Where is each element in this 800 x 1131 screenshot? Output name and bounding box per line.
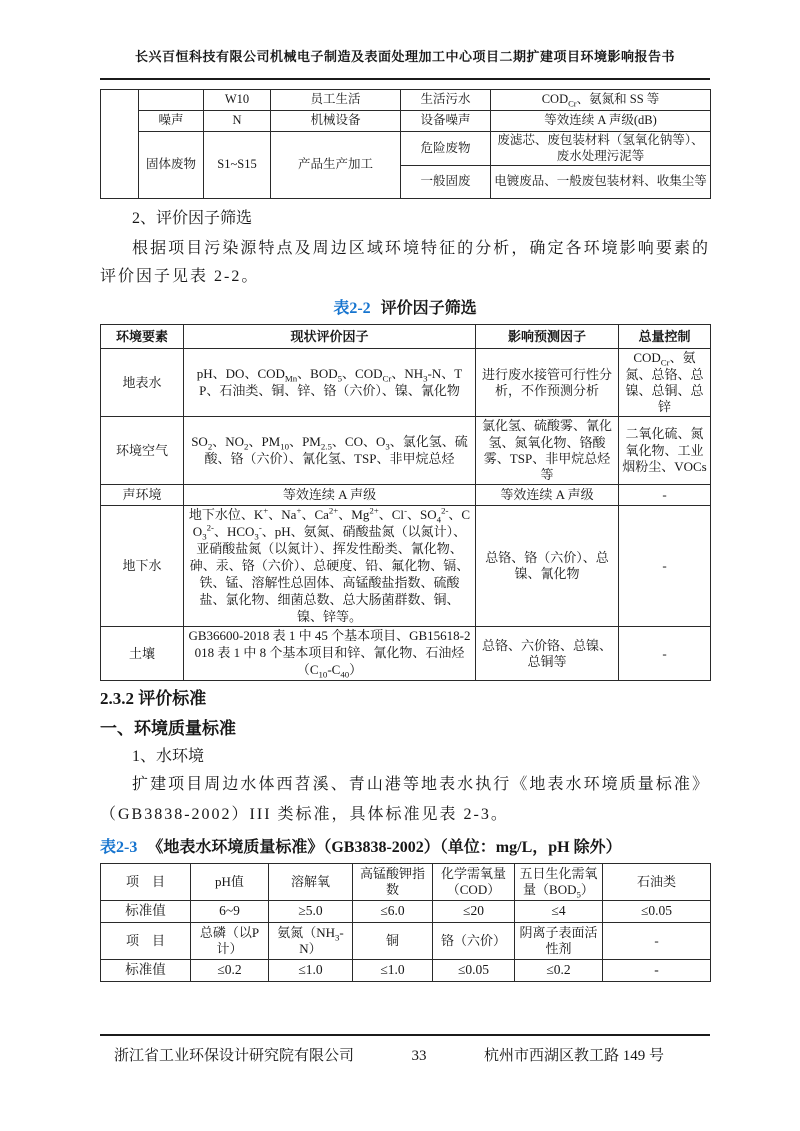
table-cell: ≤20 (433, 901, 515, 923)
column-header: 铬（六价） (433, 923, 515, 960)
footer-page-number: 33 (411, 1048, 427, 1064)
table-cell: - (603, 960, 711, 982)
table-cell: GB36600-2018 表 1 中 45 个基本项目、GB15618-2018 表 1 中 8 个基本项目和锌、氰化物、石油烃$(C_{10}-C_{40})$ (184, 627, 476, 681)
table-cell-continuation (101, 90, 139, 199)
footer-address: 杭州市西湖区教工路 149 号 (483, 1048, 664, 1064)
document-header-title: 长兴百恒科技有限公司机械电子制造及表面处理加工中心项目二期扩建项目环境影响报告书 (134, 49, 675, 64)
table-cell: 土壤 (101, 627, 184, 681)
table-cell: ≤0.05 (603, 901, 711, 923)
table23-caption (100, 837, 710, 859)
heading-water-env: 1、水环境 (132, 748, 205, 766)
table-cell: ≤0.2 (191, 960, 269, 982)
column-header: 总磷（以P计） (191, 923, 269, 960)
table-cell: $COD_{Cr}$、氨氮、总铬、总镍、总铜、总锌 (619, 349, 711, 417)
column-header: pH值 (191, 864, 269, 901)
page-footer (100, 1034, 710, 1065)
table-cell: 固体废物 (139, 132, 204, 199)
column-header: 溶解氧 (269, 864, 353, 901)
table-cell: 机械设备 (271, 111, 401, 132)
table23-caption-tag: 表2-3 (100, 839, 138, 857)
table-cell: 声环境 (101, 485, 184, 506)
table-cell: - (619, 485, 711, 506)
table-cell (139, 90, 204, 111)
table-cell: - (619, 506, 711, 627)
footer-company: 浙江省工业环保设计研究院有限公司 (114, 1048, 355, 1064)
column-header: 五日生化需氧量$(BOD_5)$ (515, 864, 603, 901)
table-cell: ≤1.0 (269, 960, 353, 982)
heading-232: 2.3.2 评价标准 (100, 689, 207, 709)
column-header: 环境要素 (101, 325, 184, 349)
table-cell: 噪声 (139, 111, 204, 132)
column-header: 总量控制 (619, 325, 711, 349)
table-cell: 等效连续 A 声级 (184, 485, 476, 506)
table-cell: ≤4 (515, 901, 603, 923)
heading-env-quality: 一、环境质量标准 (100, 719, 236, 739)
table-cell: ≤0.2 (515, 960, 603, 982)
table-cell: 氯化氢、硫酸雾、氰化氢、氮氧化物、铬酸雾、TSP、非甲烷总烃等 (476, 417, 619, 485)
table-cell: 地表水 (101, 349, 184, 417)
column-header: 石油类 (603, 864, 711, 901)
table23-caption-text: 《地表水环境质量标准》（GB3838-2002）（单位：mg/L，pH 除外） (147, 839, 622, 857)
table-cell: 标准值 (101, 901, 191, 923)
table-cell: 产品生产加工 (271, 132, 401, 199)
table-cell: 环境空气 (101, 417, 184, 485)
evaluation-factor-table (100, 324, 711, 681)
table-cell: 员工生活 (271, 90, 401, 111)
table22-caption-tag: 表2-2 (333, 300, 371, 318)
table-cell: pH、DO、$COD_{Mn}$、$BOD_5$、$COD_{Cr}$、$NH_3-N$、TP、石油类、铜、锌、铬（六价）、镍、氰化物 (184, 349, 476, 417)
table-cell: $SO_2$、$NO_2$、$PM_{10}$、$PM_{2.5}$、CO、$O_3$、氯化氢、硫酸、铬（六价）、氰化氢、TSP、非甲烷总烃 (184, 417, 476, 485)
column-header: 项 目 (101, 923, 191, 960)
pollution-source-table (100, 89, 711, 199)
water-quality-standard-table (100, 863, 711, 982)
column-header: 氨氮$(NH_3-N)$ (269, 923, 353, 960)
table-cell: 总铬、铬（六价）、总镍、氰化物 (476, 506, 619, 627)
table-cell: 总铬、六价铬、总镍、总铜等 (476, 627, 619, 681)
table-cell: 废滤芯、废包装材料（氢氧化钠等）、废水处理污泥等 (491, 132, 711, 166)
table-cell: W10 (204, 90, 271, 111)
table-cell: - (619, 627, 711, 681)
table22-caption (100, 298, 710, 320)
table-cell: 二氧化硫、氮氧化物、工业烟粉尘、VOCs (619, 417, 711, 485)
table-cell: ≤0.05 (433, 960, 515, 982)
column-header: 铜 (353, 923, 433, 960)
table-cell: 标准值 (101, 960, 191, 982)
table22-caption-text: 评价因子筛选 (380, 300, 477, 318)
table-cell: S1~S15 (204, 132, 271, 199)
table-cell: N (204, 111, 271, 132)
column-header: 高锰酸钾指数 (353, 864, 433, 901)
table-cell: 6~9 (191, 901, 269, 923)
column-header: - (603, 923, 711, 960)
table-cell: 生活污水 (401, 90, 491, 111)
table-cell: 等效连续 A 声级 (476, 485, 619, 506)
page-content (100, 0, 710, 982)
header-rule (100, 78, 710, 80)
paragraph-water-standard: 扩建项目周边水体西苕溪、青山港等地表水执行《地表水环境质量标准》（GB3838-2002）III 类标准，具体标准见表 2-3。 (100, 776, 710, 824)
table-cell: 电镀废品、一般废包装材料、收集尘等 (491, 166, 711, 199)
column-header: 化学需氧量（COD） (433, 864, 515, 901)
table-cell: 地下水 (101, 506, 184, 627)
table-cell: 危险废物 (401, 132, 491, 166)
table-cell: ≤1.0 (353, 960, 433, 982)
column-header: 项 目 (101, 864, 191, 901)
column-header: 影响预测因子 (476, 325, 619, 349)
table-cell: 进行废水接管可行性分析，不作预测分析 (476, 349, 619, 417)
column-header: 现状评价因子 (184, 325, 476, 349)
table-cell: 地下水位、K+、Na+、$Ca^{2+}$、$Mg^{2+}$、Cl-、$SO_4^{2-}$、$CO_3^{2-}$、$HCO_3^-$、pH、氨氮、硝酸盐氮（以氮计）、亚硝酸盐氮（以氮计）、挥发性酚类、氰化物、砷、汞、铬（六价）、总硬度、铅、氟化物、镉、铁、锰、溶解性总固体、高锰酸盐指数、硫酸盐、氯化物、细菌总数、总大肠菌群数、铜、镍、锌等。 (184, 506, 476, 627)
table-cell: 设备噪声 (401, 111, 491, 132)
table-cell: $COD_{Cr}$、氨氮和 SS 等 (491, 90, 711, 111)
column-header: 阴离子表面活性剂 (515, 923, 603, 960)
heading-factor-screening: 2、评价因子筛选 (132, 210, 253, 228)
paragraph-factor-screening: 根据项目污染源特点及周边区域环境特征的分析，确定各环境影响要素的评价因子见表 2-2。 (100, 240, 710, 286)
table-cell: 一般固废 (401, 166, 491, 199)
table-cell: ≥5.0 (269, 901, 353, 923)
table-cell: ≤6.0 (353, 901, 433, 923)
table-cell: 等效连续 A 声级(dB) (491, 111, 711, 132)
